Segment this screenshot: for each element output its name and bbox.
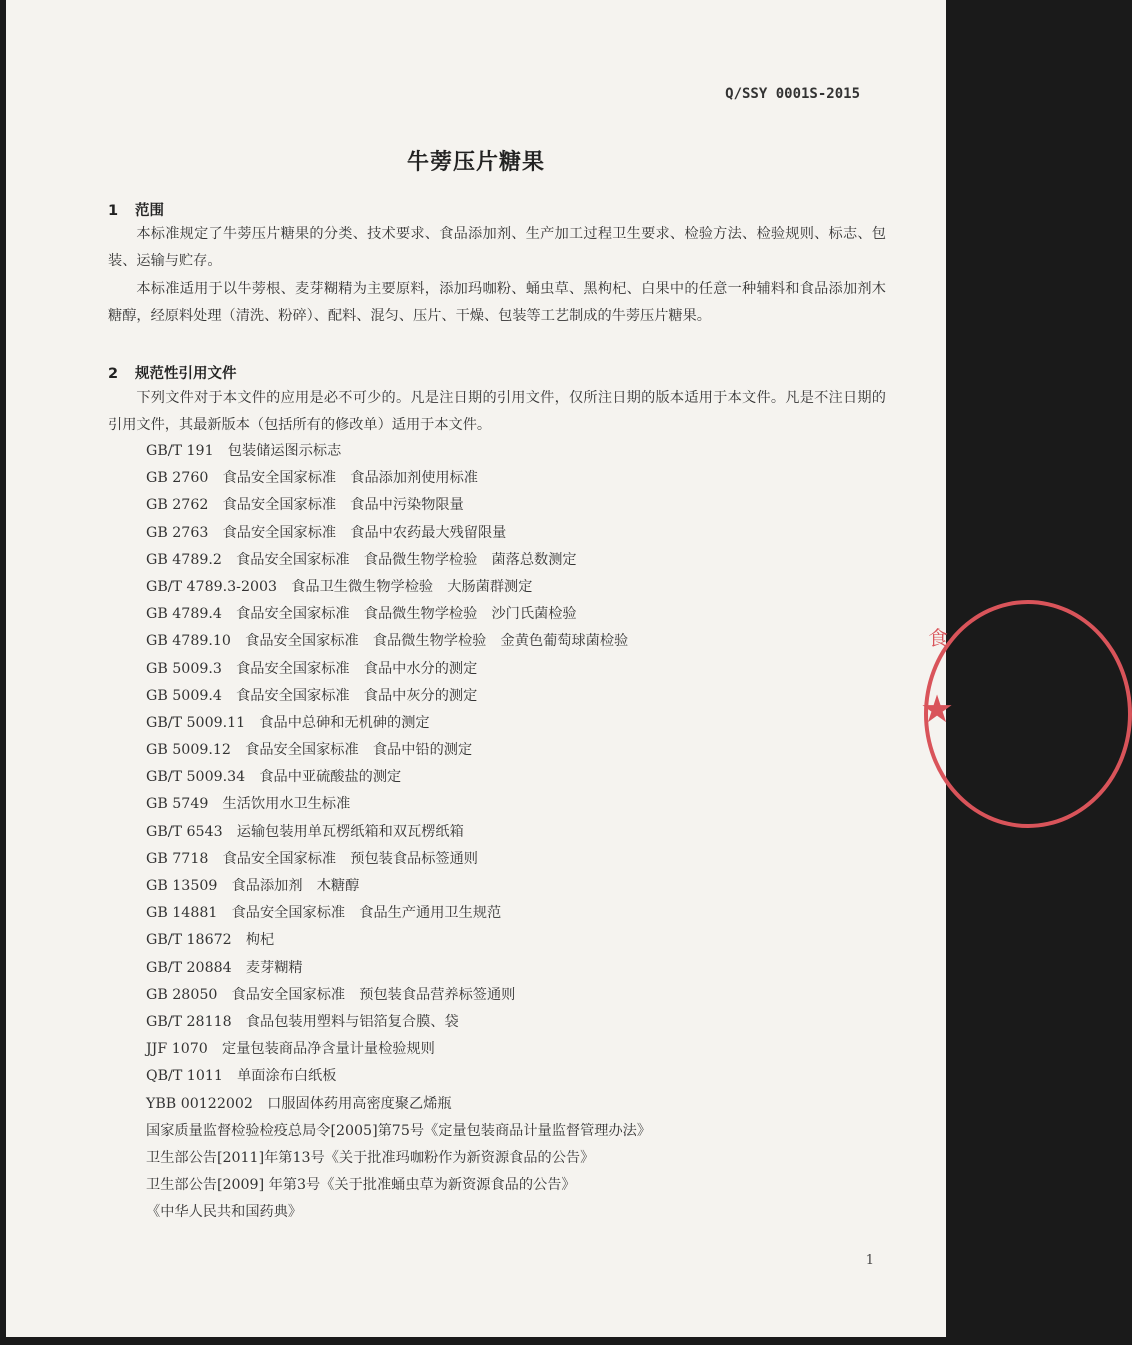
reference-item: GB/T 4789.3-2003 食品卫生微生物学检验 大肠菌群测定	[146, 578, 533, 595]
reference-item: GB/T 20884 麦芽糊精	[146, 959, 303, 976]
reference-item: GB 4789.10 食品安全国家标准 食品微生物学检验 金黄色葡萄球菌检验	[146, 633, 629, 650]
reference-item: JJF 1070 定量包装商品净含量计量检验规则	[146, 1041, 435, 1058]
seal-character: 食	[928, 626, 948, 650]
reference-item: GB/T 6543 运输包装用单瓦楞纸箱和双瓦楞纸箱	[146, 823, 464, 840]
reference-item: 卫生部公告[2011]年第13号《关于批准玛咖粉作为新资源食品的公告》	[146, 1149, 595, 1166]
seal-star-icon: ★	[920, 687, 955, 731]
reference-item: GB 28050 食品安全国家标准 预包装食品营养标签通则	[146, 986, 516, 1003]
reference-item: GB/T 191 包装储运图示标志	[146, 443, 342, 459]
reference-list	[146, 438, 651, 1226]
reference-item: GB 2760 食品安全国家标准 食品添加剂使用标准	[146, 470, 478, 487]
reference-item: 《中华人民共和国药典》	[146, 1204, 303, 1221]
reference-item: GB 5009.4 食品安全国家标准 食品中灰分的测定	[146, 687, 478, 704]
scope-paragraph-2: 本标准适用于以牛蒡根、麦芽糊精为主要原料，添加玛咖粉、蛹虫草、黑枸杞、白果中的任意一种辅料和食品添加剂木糖醇，经原料处理（清洗、粉碎）、配料、混匀、压片、干燥、包装等工艺制成的牛蒡压片糖果。	[108, 281, 886, 324]
reference-item: GB 4789.2 食品安全国家标准 食品微生物学检验 菌落总数测定	[146, 551, 577, 568]
section-number: 2	[108, 366, 119, 382]
reference-item: QB/T 1011 单面涂布白纸板	[146, 1068, 337, 1085]
references-intro-paragraph: 下列文件对于本文件的应用是必不可少的。凡是注日期的引用文件，仅所注日期的版本适用于本文件。凡是不注日期的引用文件，其最新版本（包括所有的修改单）适用于本文件。	[108, 390, 886, 433]
document-page	[6, 0, 955, 1337]
reference-item: GB 4789.4 食品安全国家标准 食品微生物学检验 沙门氏菌检验	[146, 606, 577, 623]
seal-ring	[924, 600, 1132, 828]
official-seal-stamp	[920, 600, 955, 830]
section-heading-scope	[108, 199, 164, 220]
reference-item: GB 2762 食品安全国家标准 食品中污染物限量	[146, 497, 464, 514]
reference-item: 国家质量监督检验检疫总局令[2005]第75号《定量包装商品计量监督管理办法》	[146, 1122, 652, 1139]
scope-paragraph-1: 本标准规定了牛蒡压片糖果的分类、技术要求、食品添加剂、生产加工过程卫生要求、检验方法、检验规则、标志、包装、运输与贮存。	[108, 226, 886, 269]
reference-item: GB/T 28118 食品包装用塑料与铝箔复合膜、袋	[146, 1013, 459, 1030]
reference-item: 卫生部公告[2009] 年第3号《关于批准蛹虫草为新资源食品的公告》	[146, 1177, 576, 1194]
document-title: 牛蒡压片糖果	[406, 150, 545, 175]
reference-item: GB/T 5009.11 食品中总砷和无机砷的测定	[146, 714, 430, 731]
reference-item: GB 2763 食品安全国家标准 食品中农药最大残留限量	[146, 524, 507, 541]
reference-item: GB 13509 食品添加剂 木糖醇	[146, 878, 360, 894]
reference-item: GB 7718 食品安全国家标准 预包装食品标签通则	[146, 850, 478, 867]
reference-item: YBB 00122002 口服固体药用高密度聚乙烯瓶	[146, 1095, 452, 1112]
section-heading-normative-references	[108, 362, 237, 383]
standard-code: Q/SSY 0001S-2015	[725, 86, 860, 102]
reference-item: GB 5749 生活饮用水卫生标准	[146, 796, 351, 813]
section-title: 范围	[135, 203, 164, 219]
section-number: 1	[108, 203, 119, 219]
page-number: 1	[865, 1253, 874, 1268]
reference-item: GB/T 5009.34 食品中亚硫酸盐的测定	[146, 769, 402, 786]
reference-item: GB 14881 食品安全国家标准 食品生产通用卫生规范	[146, 905, 502, 922]
reference-item: GB/T 18672 枸杞	[146, 932, 275, 949]
section-title: 规范性引用文件	[135, 366, 237, 382]
reference-item: GB 5009.3 食品安全国家标准 食品中水分的测定	[146, 660, 478, 677]
reference-item: GB 5009.12 食品安全国家标准 食品中铅的测定	[146, 742, 473, 759]
